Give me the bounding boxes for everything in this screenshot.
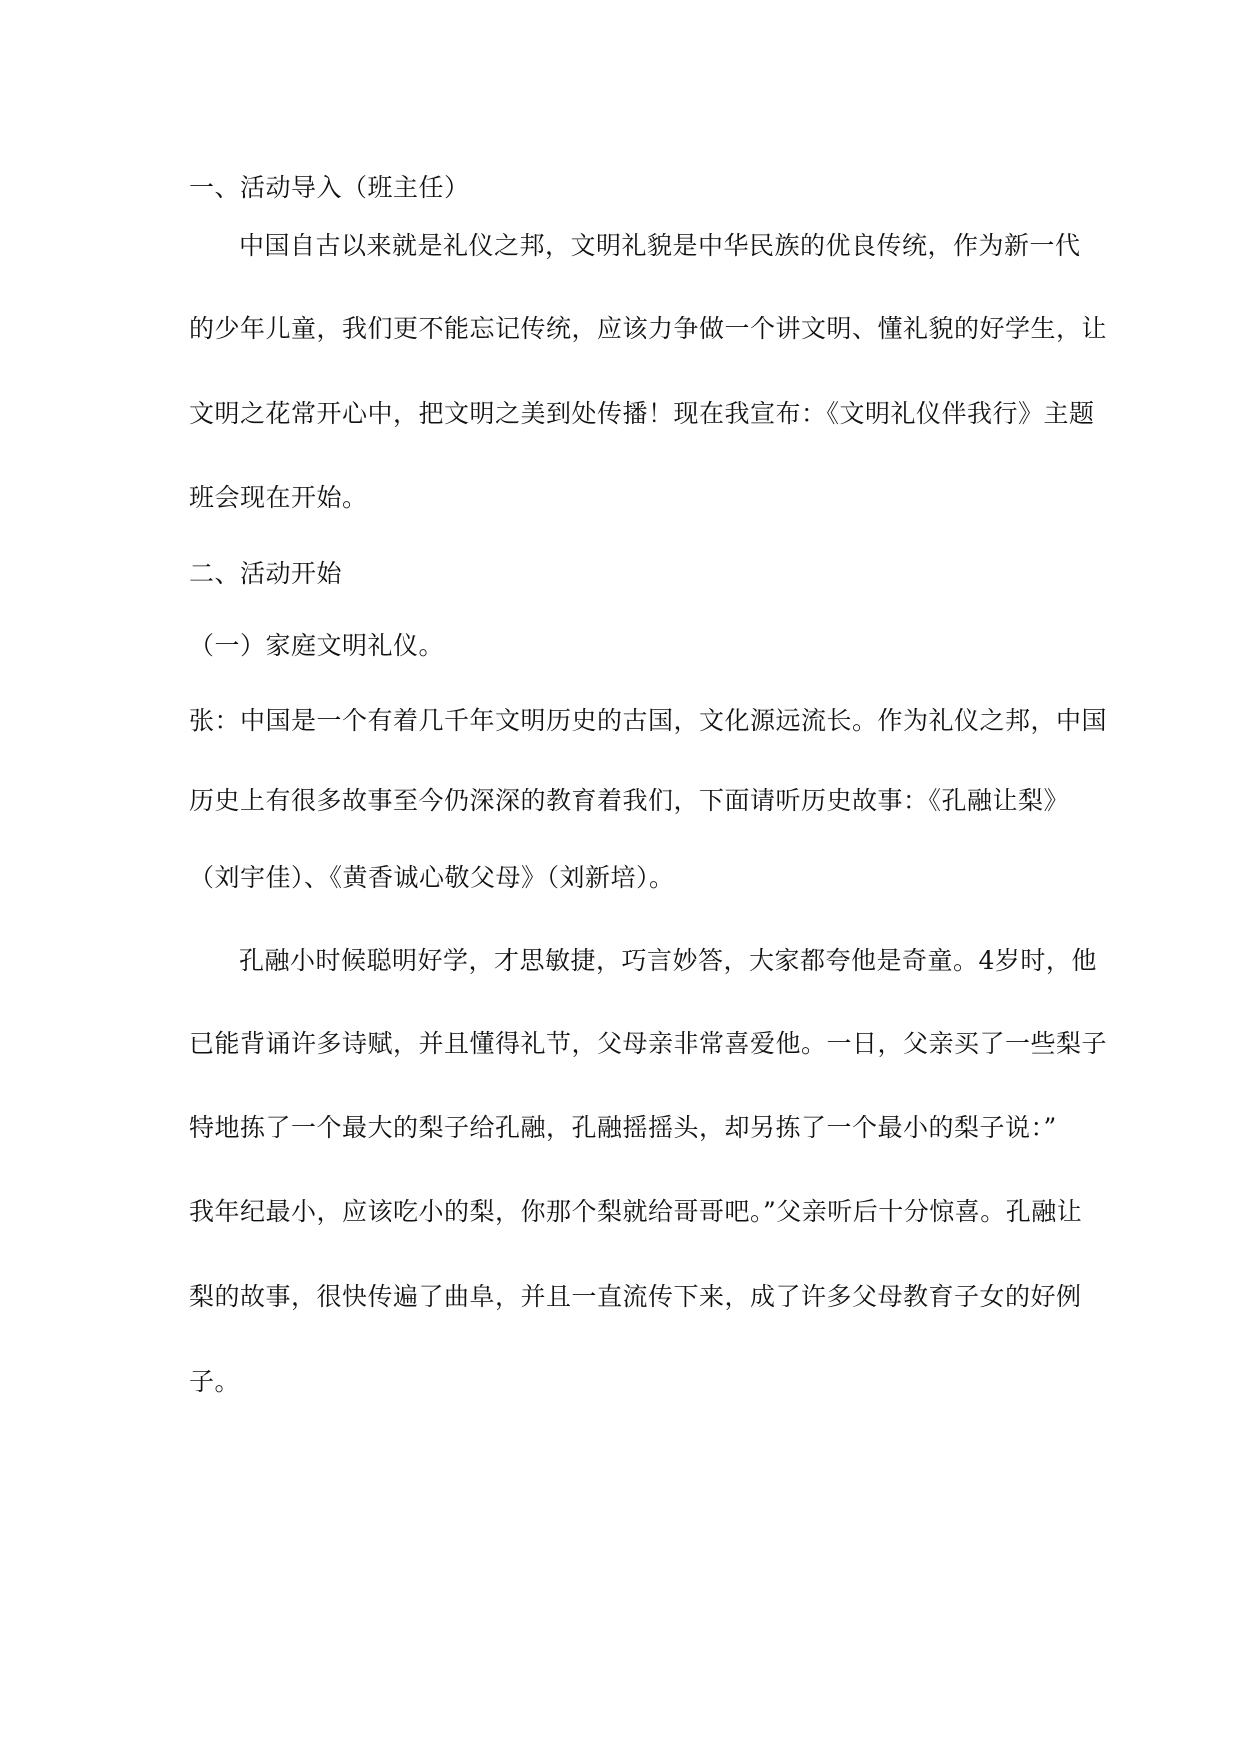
paragraph-line: 中国自古以来就是礼仪之邦，文明礼貌是中华民族的优良传统，作为新一代 (239, 231, 1081, 260)
paragraph-line: 特地拣了一个最大的梨子给孔融，孔融摇摇头，却另拣了一个最小的梨子说：” (189, 1113, 1057, 1142)
section-heading-activity-intro: 一、活动导入（班主任） (189, 173, 470, 202)
paragraph-line: 已能背诵许多诗赋，并且懂得礼节，父母亲非常喜爱他。一日，父亲买了一些梨子 (189, 1029, 1108, 1058)
paragraph-line: 班会现在开始。 (189, 483, 368, 512)
paragraph-line: 梨的故事，很快传遍了曲阜，并且一直流传下来，成了许多父母教育子女的好例 (189, 1282, 1082, 1311)
paragraph-line: 的少年儿童，我们更不能忘记传统，应该力争做一个讲文明、懂礼貌的好学生，让 (189, 314, 1108, 343)
paragraph-line: 文明之花常开心中，把文明之美到处传播！现在我宣布：《文明礼仪伴我行》主题 (189, 399, 1095, 428)
paragraph-line: （刘宇佳）、《黄香诚心敬父母》（刘新培）。 (189, 863, 675, 892)
paragraph-line: 我年纪最小，应该吃小的梨，你那个梨就给哥哥吧。”父亲听后十分惊喜。孔融让 (189, 1197, 1083, 1226)
paragraph-line: 子。 (189, 1367, 241, 1396)
section-heading-activity-start: 二、活动开始 (189, 559, 343, 588)
paragraph-line: 孔融小时候聪明好学，才思敏捷，巧言妙答，大家都夸他是奇童。4岁时，他 (239, 946, 1097, 975)
subsection-heading-family-etiquette: （一）家庭文明礼仪。 (189, 631, 445, 660)
paragraph-line: 张：中国是一个有着几千年文明历史的古国，文化源远流长。作为礼仪之邦，中国 (189, 706, 1108, 735)
paragraph-line: 历史上有很多故事至今仍深深的教育着我们，下面请听历史故事：《孔融让梨》 (189, 786, 1070, 815)
